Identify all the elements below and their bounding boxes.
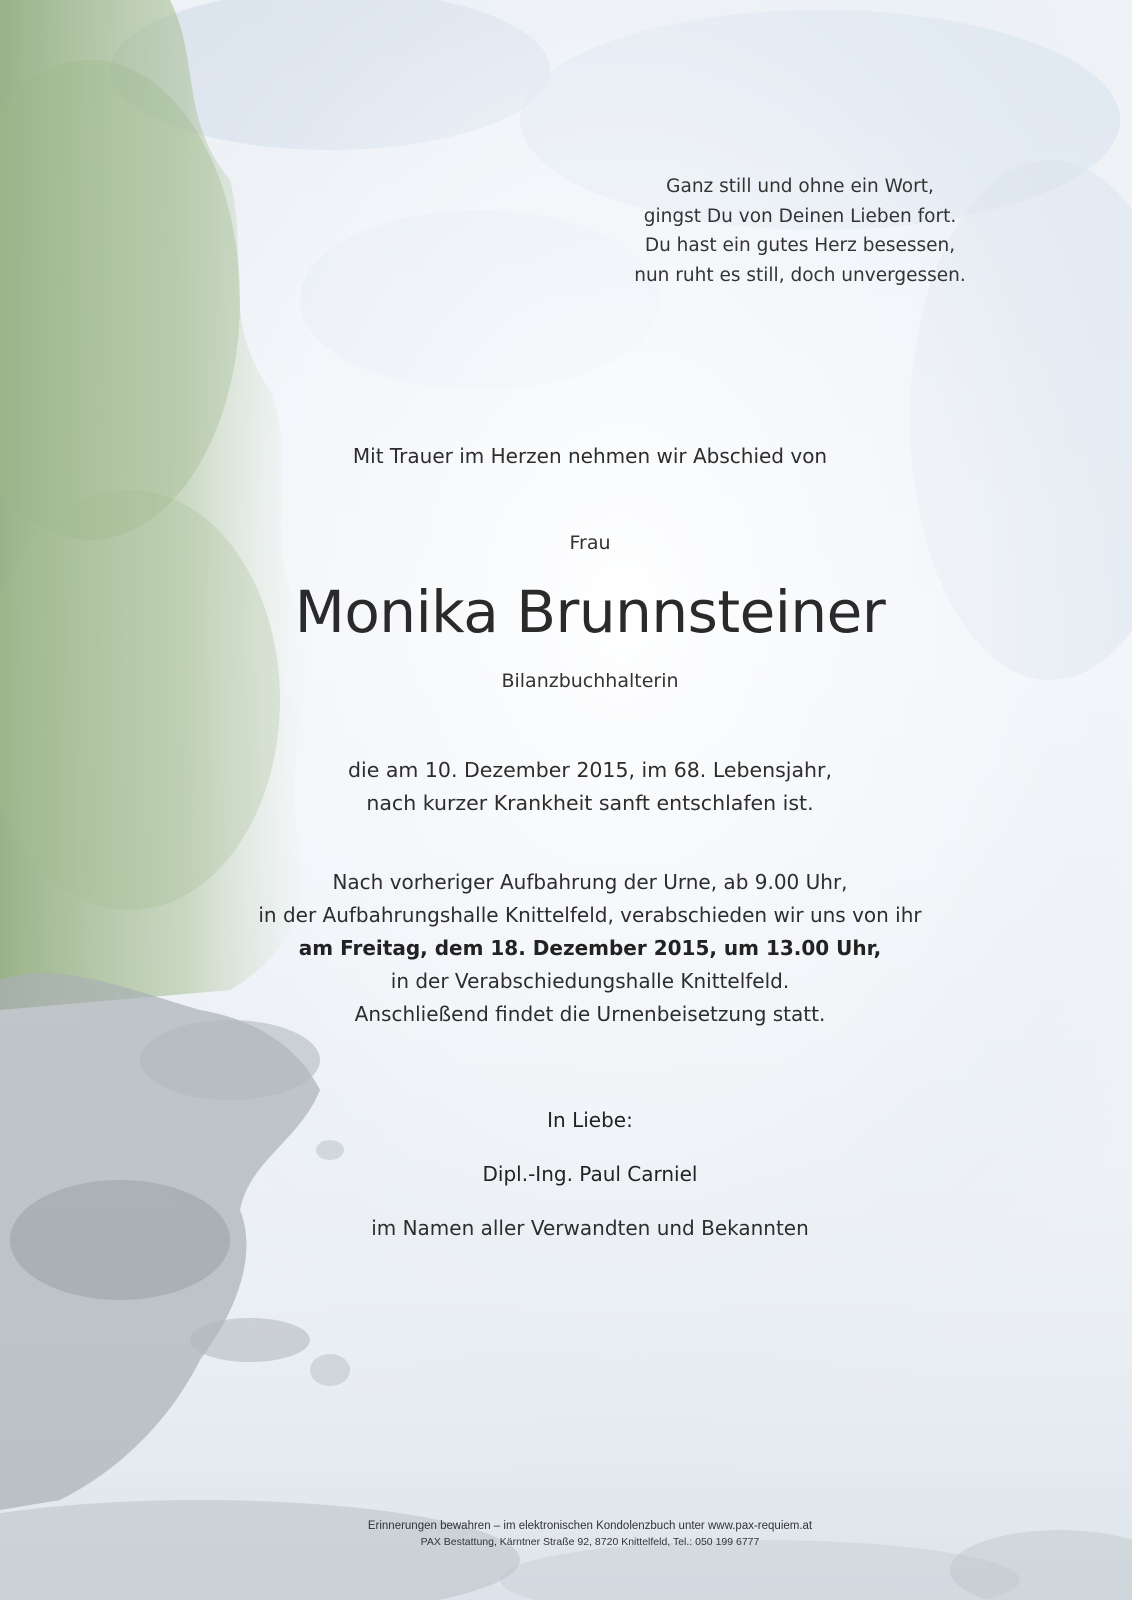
relatives-line: im Namen aller Verwandten und Bekannten: [371, 1216, 809, 1240]
poem-line: Du hast ein gutes Herz besessen,: [644, 235, 956, 256]
poem-line: gingst Du von Deinen Lieben fort.: [643, 205, 957, 227]
ceremony-line: in der Aufbahrungshalle Knittelfeld, verabschieden wir uns von ihr: [258, 903, 922, 927]
salutation: Frau: [569, 532, 611, 554]
death-notice: [120, 754, 1060, 820]
deceased-name: Monika Brunnsteiner: [294, 578, 886, 646]
poem-line: nun ruht es still, doch unvergessen.: [634, 264, 966, 286]
poem: [600, 172, 1000, 290]
ceremony-date-line: am Freitag, dem 18. Dezember 2015, um 13.00 Uhr,: [298, 936, 882, 960]
profession: Bilanzbuchhalterin: [501, 670, 679, 692]
death-notice-line: nach kurzer Krankheit sanft entschlafen ist.: [366, 791, 814, 815]
poem-line: Ganz still und ohne ein Wort,: [666, 176, 934, 197]
footer-condolence-link: Erinnerungen bewahren – im elektronischen Kondolenzbuch unter www.pax-requiem.at: [367, 1520, 813, 1532]
death-notice-line: die am 10. Dezember 2015, im 68. Lebensjahr,: [348, 758, 832, 782]
ceremony-details: [120, 866, 1060, 1031]
ceremony-line: Anschließend findet die Urnenbeisetzung statt.: [354, 1002, 826, 1026]
footer-funeral-home: PAX Bestattung, Kärntner Straße 92, 8720 Knittelfeld, Tel.: 050 199 6777: [420, 1536, 760, 1548]
in-love-heading: In Liebe:: [547, 1108, 633, 1132]
ceremony-line: in der Verabschiedungshalle Knittelfeld.: [390, 969, 790, 993]
ceremony-line: Nach vorheriger Aufbahrung der Urne, ab 9.00 Uhr,: [332, 870, 848, 894]
intro-text: Mit Trauer im Herzen nehmen wir Abschied von: [352, 444, 828, 468]
signer-name: Dipl.-Ing. Paul Carniel: [482, 1162, 698, 1186]
